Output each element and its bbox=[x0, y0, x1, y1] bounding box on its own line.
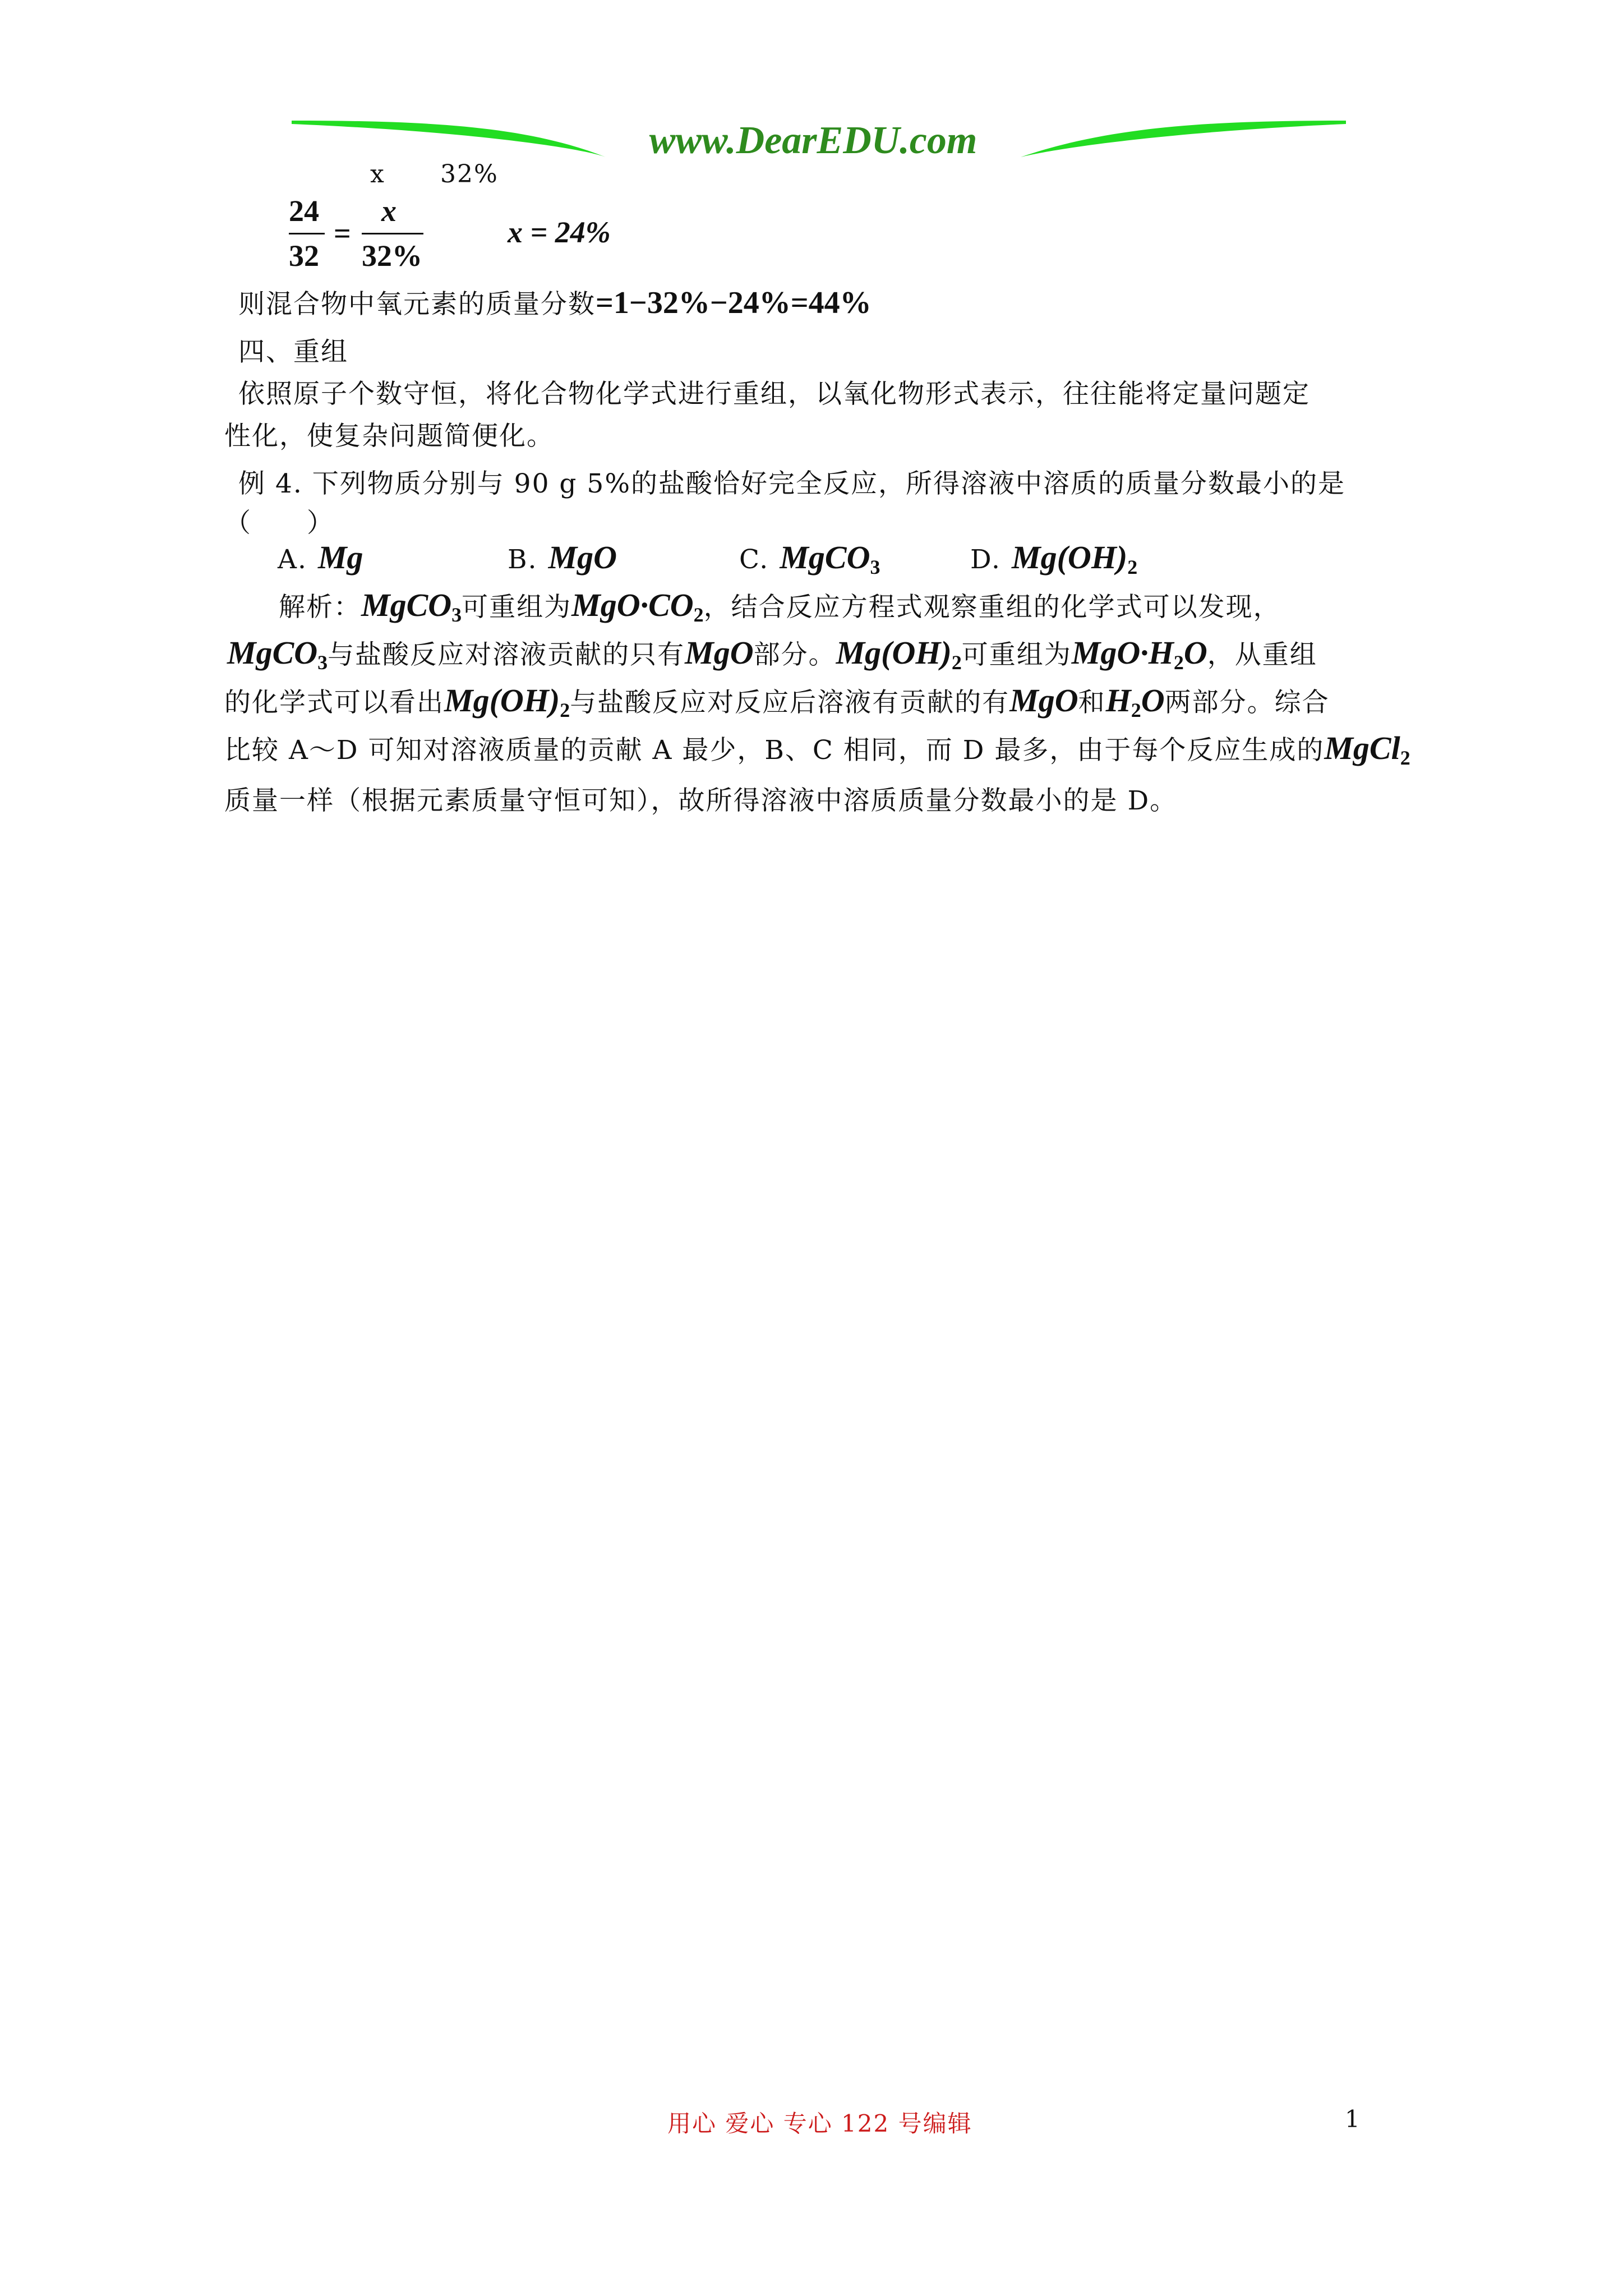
oxygen-line-expression: =1−32%−24%=44% bbox=[596, 286, 872, 320]
option-label: C. bbox=[739, 544, 769, 575]
right-swoosh-icon bbox=[1021, 121, 1346, 157]
analysis-text: 部分。 bbox=[753, 639, 836, 670]
formula-mg-oh-2: Mg(OH)2 bbox=[836, 634, 962, 674]
intro-paragraph-line-2: 性化，使复杂问题简便化。 bbox=[224, 421, 554, 452]
formula-mgco3: MgCO3 bbox=[361, 587, 462, 627]
footer-text: 用心 爱心 专心 122 号编辑 bbox=[667, 2110, 972, 2137]
option-label: D. bbox=[970, 544, 1001, 575]
formula-mgcl2: MgCl2 bbox=[1324, 730, 1410, 770]
left-swoosh-icon bbox=[292, 121, 606, 157]
example-4-line-1: 例 4. 下列物质分别与 90 g 5%的盐酸恰好完全反应，所得溶液中溶质的质量分数最小的是 bbox=[238, 468, 1345, 499]
option-label: A. bbox=[278, 544, 307, 575]
analysis-line-4 bbox=[224, 729, 1410, 770]
formula-mgo: MgO bbox=[1009, 682, 1078, 719]
pct-label: 32% bbox=[440, 160, 499, 188]
fraction-left-bar bbox=[289, 233, 325, 234]
option-formula-subscript: 2 bbox=[1127, 556, 1138, 579]
analysis-line-1 bbox=[279, 586, 1281, 627]
analysis-text: 可重组为 bbox=[462, 592, 572, 623]
option-formula: Mg(OH) bbox=[1012, 539, 1128, 576]
formula-h2o: H2O bbox=[1105, 682, 1165, 722]
option-formula: MgCO bbox=[780, 539, 870, 576]
formula-mgo-h2o: MgO·H2O bbox=[1071, 634, 1207, 674]
analysis-text: 和 bbox=[1078, 687, 1106, 718]
option-formula: Mg bbox=[317, 539, 363, 576]
fraction-left-denominator: 32 bbox=[289, 239, 319, 273]
option-formula: MgO bbox=[548, 539, 617, 576]
analysis-text: 的化学式可以看出 bbox=[224, 687, 444, 718]
fraction-right-numerator: x bbox=[381, 194, 396, 228]
formula-mg-oh-2: Mg(OH)2 bbox=[444, 682, 570, 722]
formula-mgo: MgO bbox=[685, 634, 754, 671]
oxygen-fraction-line bbox=[238, 283, 872, 321]
page-number: 1 bbox=[1345, 2105, 1360, 2133]
intro-paragraph-line-1: 依照原子个数守恒，将化合物化学式进行重组，以氧化物形式表示，往往能将定量问题定 bbox=[238, 379, 1310, 409]
option-formula-subscript: 3 bbox=[870, 556, 880, 579]
x-label: x bbox=[370, 160, 385, 188]
option-b bbox=[508, 539, 617, 576]
site-logo-text: www.DearEDU.com bbox=[649, 119, 978, 162]
analysis-text: 比较 A～D 可知对溶液质量的贡献 A 最少，B、C 相同，而 D 最多，由于每个反应生成的 bbox=[224, 735, 1325, 766]
analysis-text: ，结合反应方程式观察重组的化学式可以发现， bbox=[703, 592, 1281, 623]
option-label: B. bbox=[508, 544, 538, 575]
analysis-line-2 bbox=[227, 634, 1317, 674]
analysis-text: 可重组为 bbox=[961, 639, 1072, 670]
formula-mgco3: MgCO3 bbox=[227, 634, 328, 674]
example-4-line-2: （ ） bbox=[224, 508, 334, 539]
section-heading: 四、重组 bbox=[238, 337, 348, 367]
fraction-right-bar bbox=[362, 233, 423, 234]
oxygen-line-text: 则混合物中氧元素的质量分数 bbox=[238, 289, 596, 320]
analysis-text: ，从重组 bbox=[1207, 639, 1317, 670]
equation-result: x = 24% bbox=[508, 215, 611, 249]
option-a bbox=[278, 539, 363, 576]
analysis-text: 两部分。综合 bbox=[1164, 687, 1330, 718]
formula-mgo-co2: MgO·CO2 bbox=[571, 587, 704, 627]
analysis-text: 与盐酸反应对溶液贡献的只有 bbox=[328, 639, 685, 670]
fraction-left-numerator: 24 bbox=[289, 194, 319, 228]
equals-sign: = bbox=[334, 217, 351, 250]
fraction-right-denominator: 32% bbox=[362, 239, 422, 273]
fraction-equation bbox=[289, 194, 681, 278]
analysis-prefix: 解析： bbox=[279, 592, 361, 623]
option-d bbox=[970, 539, 1138, 579]
analysis-line-5: 质量一样（根据元素质量守恒可知），故所得溶液中溶质质量分数最小的是 D。 bbox=[224, 785, 1178, 816]
analysis-line-3 bbox=[224, 682, 1330, 722]
analysis-text: 与盐酸反应对反应后溶液有贡献的有 bbox=[570, 687, 1010, 718]
option-c bbox=[739, 539, 880, 579]
